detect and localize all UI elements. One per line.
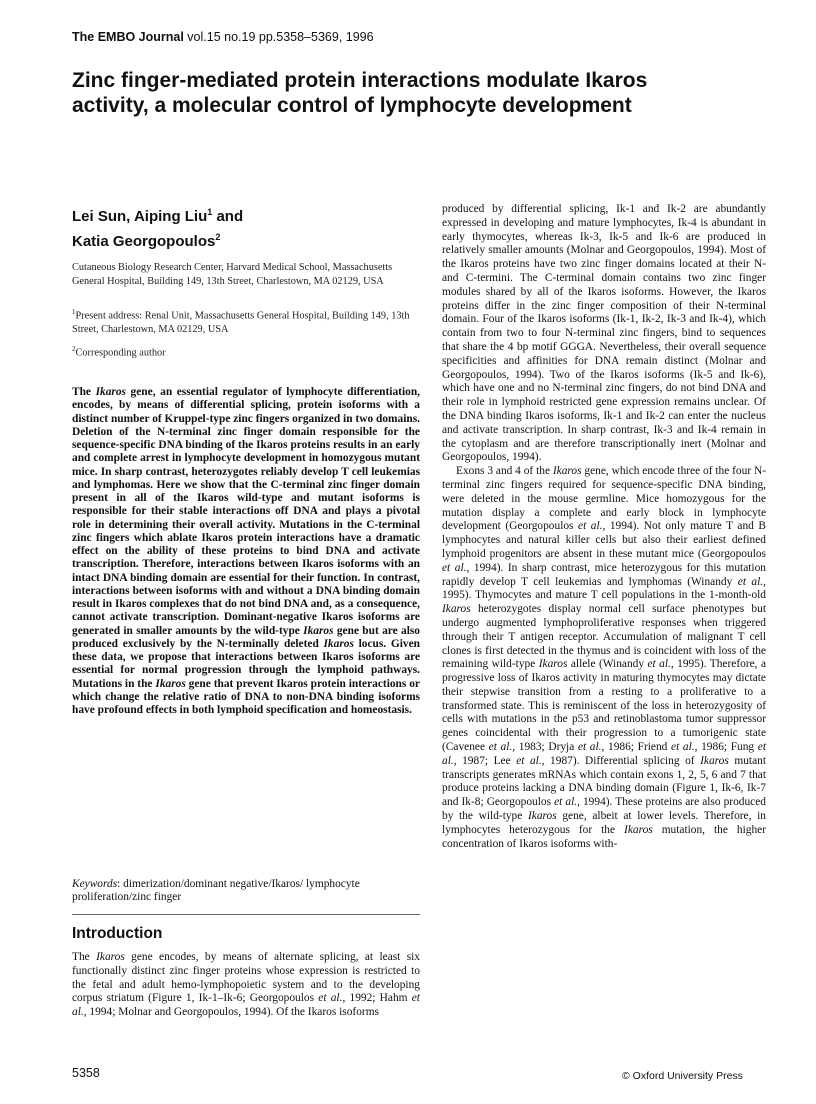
italic-term: Ikaros	[552, 465, 582, 478]
italic-term: et al.	[577, 741, 602, 754]
right-column-paragraph-2: Exons 3 and 4 of the Ikaros gene, which encode three of the four N-terminal zinc fingers required for sequence-specific DNA binding, were deleted in the mouse germline. Mice homozygous for the mutation display a complete and early block in lymphocyte development (Georgopoulos et al., 1994). Not only mature T and B lymphocytes and natural killer cells but also their earliest defined lymphoid progenitors are absent in these mutant mice (Georgopoulos et al., 1994). In sharp contrast, mice heterozygous for this mutation rapidly develop T cell leukemias and lymphomas (Winandy et al., 1995). Thymocytes and mature T cell populations in the 1-month-old Ikaros heterozygotes display normal cell surface phenotypes but undergo augmented lymphoproliferative responses when triggered through their T antigen receptor. Accumulation of malignant T cell clones is first detected in the thymus and is coincident with loss of the remaining wild-type Ikaros allele (Winandy et al., 1995). Therefore, a progressive loss of Ikaros activity in maturing thymocytes may dictate their stepwise transition from a resting to a proliferative to a transformed state. This is reminiscent of the loss in heterozygosity of cells with mutations in the p53 and retinoblastoma tumor suppressor genes coincidental with their progression to a tumorigenic state (Cavenee et al., 1983; Dryja et al., 1986; Friend et al., 1986; Fung et al., 1987; Lee et al., 1987). Differential splicing of Ikaros mutant transcripts generates mRNAs which contain exons 1, 2, 5, 6 and 7 that produce proteins lacking a DNA binding domain (Figure 1, Ik-6, Ik-7 and Ik-8; Georgopoulos et al., 1994). These proteins are also produced by the wild-type Ikaros gene, albeit at lower levels. Therefore, in lymphocytes heterozygous for the Ikaros mutation, the higher concentration of Ikaros isoforms with-	[442, 465, 767, 850]
authors-line-1: Lei Sun, Aiping Liu	[72, 208, 208, 225]
italic-term: et al.	[442, 741, 767, 767]
italic-term: et al.	[647, 658, 671, 671]
italic-term: Ikaros	[95, 386, 126, 398]
keywords-label: Keywords	[72, 878, 118, 890]
italic-term: et al.	[578, 520, 603, 533]
corresponding-text: Corresponding author	[75, 347, 166, 359]
right-column-paragraph-1: produced by differential splicing, Ik-1 and Ik-2 are abundantly expressed in developing and mature lymphocytes, Ik-4 is abundant in early thymocytes, whereas Ik-3, Ik-5 and Ik-6 are produced in relatively smaller amounts (Molnar and Georgopoulos, 1994). Most of the Ikaros proteins have two zinc finger domains located at their N- and C-termini. The C-terminal domain contains two zinc finger modules shared by all of the Ikaros isoforms. However, the Ikaros proteins differ in the zinc finger composition of their N-terminal domain. Four of the Ikaros isoforms (Ik-1, Ik-2, Ik-3 and Ik-4), which contain from two to four N-terminal zinc fingers, bind to sequences that share the 4 bp motif GGGA. Nevertheless, their overall sequence specificities and affinities for DNA remain distinct (Molnar and Georgopoulos, 1994). Two of the Ikaros isoforms (Ik-5 and Ik-6), which have one and no N-terminal zinc fingers, do not bind DNA and their role in lymphoid restricted gene expression remains unclear. Of the DNA binding Ikaros isoforms, Ik-1 and Ik-2 can enter the nucleus and activate transcription. In sharp contrast, Ik-3 and Ik-4 remain in the cytoplasm and are therefore transcriptionally inert (Molnar and Georgopoulos, 1994).	[442, 203, 766, 464]
keywords	[72, 878, 420, 905]
author-list	[72, 202, 412, 252]
page-number: 5358	[72, 1066, 100, 1080]
italic-term: et al.	[72, 992, 420, 1019]
italic-term: Ikaros	[538, 658, 568, 671]
authors-line-2: Katia Georgopoulos	[72, 233, 216, 250]
italic-term: Ikaros	[442, 603, 471, 616]
italic-term: et al.	[671, 741, 695, 754]
corresponding-sup: 2	[72, 345, 76, 353]
italic-term: Ikaros	[96, 951, 125, 963]
italic-term: Ikaros	[624, 823, 653, 836]
corresponding-author-note	[72, 343, 417, 360]
italic-term: Ikaros	[155, 677, 186, 690]
section-divider	[72, 914, 420, 915]
italic-term: et al.	[737, 575, 764, 588]
affiliation-present-sup: 1	[72, 308, 76, 316]
right-column	[442, 203, 766, 851]
abstract: The Ikaros gene, an essential regulator of lymphocyte differentiation, encodes, by means of differential splicing, protein isoforms with a distinct number of Kruppel-type zinc fingers organized in two domains. Deletion of the N-terminal zinc finger domain responsible for the sequence-specific DNA binding of the Ikaros proteins results in an early and complete arrest in lymphocyte development in homozygous mutant mice. In sharp contrast, heterozygotes reliably develop T cell leukemias and lymphomas. Here we show that the C-terminal zinc finger domain present in all of the Ikaros wild-type and mutant isoforms is responsible for their stable interactions off DNA and plays a pivotal role in determining their overall activity. Mutations in the C-terminal zinc fingers which ablate Ikaros protein interactions have a dramatic effect on the ability of these proteins to bind DNA and activate transcription. Therefore, interactions between Ikaros isoforms with an intact DNA binding domain are essential for their function. In contrast, interactions between isoforms with and without a DNA binding domain result in Ikaros complexes that do not bind DNA and, as a consequence, cannot activate transcription. Dominant-negative Ikaros isoforms are generated in smaller amounts by the wild-type Ikaros gene but are also produced exclusively by the N-terminally deleted Ikaros locus. Given these data, we propose that interactions between Ikaros isoforms are essential for normal progression through the lymphoid pathways. Mutations in the Ikaros gene that prevent Ikaros protein interactions or which change the relative ratio of DNA to non-DNA binding isoforms have profound effects in both lymphoid specification and homeostasis.	[72, 386, 420, 716]
article-title: Zinc finger-mediated protein interactions modulate Ikaros activity, a molecular control of lymphocyte development	[72, 69, 648, 117]
affiliation-present-text: Present address: Renal Unit, Massachusetts General Hospital, Building 149, 13th Street, Charlestown, MA 02129, USA	[72, 310, 410, 335]
introduction-text: The Ikaros gene encodes, by means of alternate splicing, at least six functionally distinct zinc finger proteins whose expression is restricted to the fetal and adult hemo-lymphopoietic system and to the developing corpus striatum (Figure 1, Ik-1–Ik-6; Georgopoulos et al., 1992; Hahm et al., 1994; Molnar and Georgopoulos, 1994). Of the Ikaros isoforms	[72, 951, 421, 1019]
italic-term: Ikaros	[700, 754, 729, 767]
affiliation-present	[72, 306, 417, 336]
keywords-text: : dimerization/dominant negative/Ikaros/ lymphocyte proliferation/zinc finger	[72, 878, 360, 904]
journal-header	[72, 30, 374, 44]
introduction-heading: Introduction	[72, 925, 163, 942]
journal-citation: vol.15 no.19 pp.5358–5369, 1996	[183, 30, 374, 44]
author-sup-1: 1	[207, 207, 213, 217]
italic-term: Ikaros	[527, 810, 557, 823]
italic-term: et al.	[318, 992, 343, 1005]
italic-term: et al.	[488, 741, 513, 754]
italic-term: Ikaros	[303, 624, 334, 637]
journal-name: The EMBO Journal	[72, 30, 184, 44]
italic-term: et al.	[554, 796, 578, 809]
author-sup-2: 2	[215, 232, 221, 242]
italic-term: et al.	[516, 754, 542, 767]
italic-term: Ikaros	[323, 637, 354, 650]
authors-and: and	[212, 208, 244, 225]
italic-term: et al.	[442, 561, 467, 574]
publisher-copyright: © Oxford University Press	[622, 1070, 743, 1082]
affiliation-main: Cutaneous Biology Research Center, Harvard Medical School, Massachusetts General Hospital, Building 149, 13th Street, Charlestown, MA 02129, USA	[72, 262, 393, 287]
